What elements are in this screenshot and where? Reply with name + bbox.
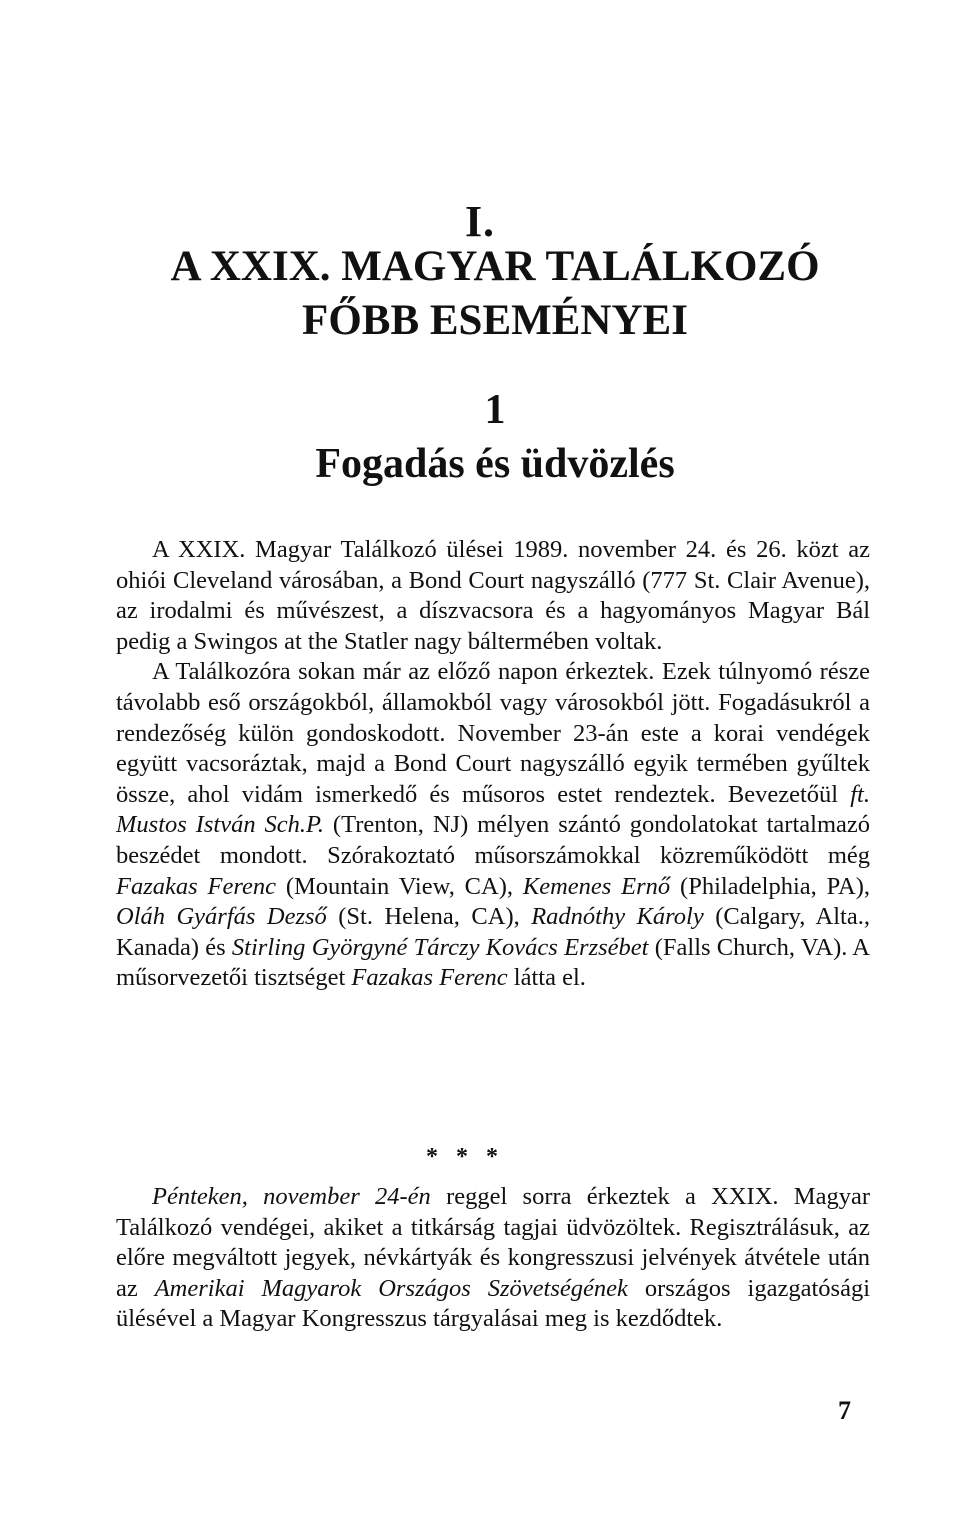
part-title-line-1: A XXIX. MAGYAR TALÁLKOZÓ [170, 243, 820, 290]
person-name: Kemenes Ernő [522, 872, 671, 900]
chapter-number: 1 [484, 387, 506, 433]
title-abbreviation: ft. [850, 780, 870, 808]
body-text-main [116, 535, 870, 994]
paragraph-2-text-c: (Mountain View, CA), [275, 872, 523, 900]
date-phrase: Pénteken, november 24-én [152, 1183, 431, 1210]
paragraph-3 [116, 1182, 870, 1335]
paragraph-2-text-g: (Falls Church, VA). A műsorvezetői tisztséget [116, 933, 870, 992]
paragraph-3-text-a: reggel sorra érkeztek a XXIX. Magyar Találkozó vendégei, akiket a titkárság tagjai üdvözöltek. Regisztrálásuk, az előre megváltott jegyek, névkártyák és kongresszusi jelvények átvétele után az [116, 1183, 870, 1302]
paragraph-2-text-f: (Calgary, Alta., Kanada) és [116, 903, 870, 961]
person-name: Fazakas Ferenc [351, 964, 508, 992]
paragraph-3-text-b: országos igazgatósági ülésével a Magyar Kongresszus tárgyalásai meg is kezdődtek. [116, 1274, 871, 1333]
body-text-second [116, 1182, 870, 1335]
person-name: Stirling Györgyné Tárczy Kovács Erzsébet [231, 933, 649, 961]
paragraph-1: A XXIX. Magyar Találkozó ülései 1989. november 24. és 26. közt az ohiói Cleveland városában, a Bond Court nagyszálló (777 St. Clair Avenue), az irodalmi és művészest, a díszvacsora és a hagyományos Magyar Bál pedig a Swingos at the Statler nagy báltermében voltak. [116, 536, 870, 655]
part-number: I. [464, 197, 496, 246]
section-separator: * * * [426, 1144, 504, 1170]
part-title [0, 240, 960, 348]
person-name: Mustos István Sch.P. [116, 811, 324, 839]
paragraph-2-text-d: (Philadelphia, PA), [670, 872, 870, 900]
paragraph-2-text-a: A Találkozóra sokan már az előző napon érkeztek. Ezek túlnyomó része távolabb eső országokból, államokból vagy városokból jött. Fogadásukról a rendezőség külön gondoskodott. November 23-án este a korai vendégek együtt vacsoráztak, majd a Bond Court nagyszálló egyik termében gyűltek össze, ahol vidám ismerkedő és műsoros estet rendeztek. Bevezetőül [116, 658, 870, 808]
paragraph-2 [116, 657, 870, 994]
person-name: Oláh Gyárfás Dezső [116, 903, 327, 931]
chapter-title: Fogadás és üdvözlés [315, 441, 675, 487]
part-title-line-2: FŐBB ESEMÉNYEI [302, 297, 688, 344]
paragraph-2-text-e: (St. Helena, CA), [326, 903, 532, 931]
person-name: Fazakas Ferenc [116, 872, 276, 900]
paragraph-2-text-b: (Trenton, NJ) mélyen szántó gondolatokat tartalmazó beszédet mondott. Szórakoztató műsorszámokkal közreműködött még [116, 811, 871, 869]
organization-name: Amerikai Magyarok Országos Szövetségének [154, 1274, 628, 1302]
person-name: Radnóthy Károly [531, 903, 704, 931]
paragraph-2-text-h: látta el. [507, 964, 586, 992]
page-number: 7 [838, 1396, 851, 1425]
